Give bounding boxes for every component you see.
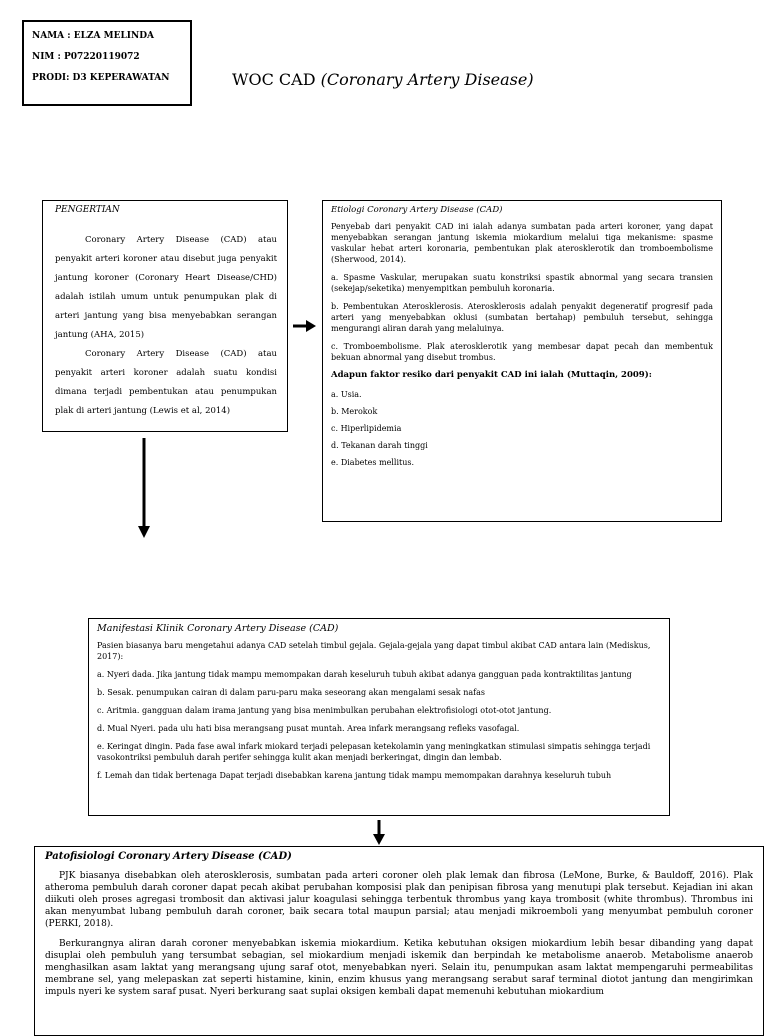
patofisiologi-box (34, 846, 764, 1036)
risk-item: e. Diabetes mellitus. (331, 458, 415, 467)
manifestasi-item: f. Lemah dan tidak bertenaga Dapat terjadi disebabkan karena jantung tidak mampu memompakan darahnya keseluruh tubuh (97, 771, 612, 780)
risk-item: a. Usia. (331, 390, 362, 399)
etiologi-paragraph: b. Pembentukan Aterosklerosis. Aterosklerosis adalah penyakit degeneratif progresif pada arteri yang menyebabkan oklusi (sumbatan bertahap) pembuluh tersebut, sehingga mengurangi aliran darah yang melaluinya. (331, 302, 713, 333)
pengertian-box (42, 200, 288, 432)
risk-item: d. Tekanan darah tinggi (331, 441, 428, 450)
manifestasi-heading: Manifestasi Klinik Coronary Artery Disease (CAD) (97, 623, 339, 634)
pengertian-paragraph: Coronary Artery Disease (CAD) atau penyakit arteri koroner atau disebut juga penyakit jantung koroner (Coronary Heart Disease/CHD) adalah istilah umum untuk penumpukan plak di arteri jantung yang bisa menyebabkan serangan jantung (AHA, 2015) (55, 235, 277, 340)
patofisiologi-paragraph: Berkurangnya aliran darah coroner menyebabkan iskemia miokardium. Ketika kebutuhan oksigen miokardium lebih besar dibanding yang dapat disuplai oleh pembuluh yang tersumbat sebagian, sel miokardium menjadi iskemik dan berpindah ke metabolisme anaerob. Metabolisme anaerob menghasilkan asam laktat yang merangsang ujung saraf otot, menyebabkan nyeri. Selain itu, penumpukan asam laktat mempengaruhi permeabilitas membrane sel, yang melepaskan zat seperti histamine, kinin, enzim khusus yang merangsang serabut saraf terminal diotot jantung dan mengirimkan impuls nyeri ke system saraf pusat. Nyeri berkurang saat suplai oksigen kembali dapat memenuhi kebutuhan miokardium (45, 939, 753, 997)
manifestasi-item: d. Mual Nyeri. pada ulu hati bisa merangsang pusat muntah. Area infark merangsang refleks vasofagal. (97, 724, 520, 733)
student-name: NAMA : ELZA MELINDA (32, 31, 154, 41)
patofisiologi-heading: Patofisiologi Coronary Artery Disease (CAD) (45, 851, 292, 862)
etiologi-paragraph: Penyebab dari penyakit CAD ini ialah adanya sumbatan pada arteri koroner, yang dapat menyebabkan serangan jantung iskemia miokardium melalui tiga mekanisme: spasme vaskular hebat arteri koronaria, pembentukan plak aterosklerotik dan tromboembolisme (Sherwood, 2014). (331, 222, 713, 264)
risk-heading: Adapun faktor resiko dari penyakit CAD ini ialah (Muttaqin, 2009): (331, 370, 652, 380)
risk-item: b. Merokok (331, 407, 378, 416)
manifestasi-item: a. Nyeri dada. Jika jantung tidak mampu memompakan darah keseluruh tubuh akibat adanya gangguan pada kontraktilitas jantung (97, 670, 632, 679)
arrow-down-icon (371, 820, 387, 846)
arrow-right-icon (292, 318, 318, 334)
pengertian-paragraph: Coronary Artery Disease (CAD) atau penyakit arteri koroner adalah suatu kondisi dimana terjadi pembentukan atau penumpukan plak di arteri jantung (Lewis et al, 2014) (55, 349, 277, 416)
etiologi-paragraph: c. Tromboembolisme. Plak aterosklerotik yang membesar dapat pecah dan membentuk bekuan abnormal yang disebut trombus. (331, 342, 713, 362)
arrow-down-icon (136, 438, 152, 540)
etiologi-paragraph: a. Spasme Vaskular, merupakan suatu konstriksi spastik abnormal yang secara transien (sekejap/seketika) menyempitkan pembuluh koronaria. (331, 273, 713, 293)
manifestasi-item: e. Keringat dingin. Pada fase awal infark miokard terjadi pelepasan ketekolamin yang meningkatkan stimulasi simpatis sehingga terjadi vasokontriksi pembuluh darah perifer sehingga kulit akan menjadi berkeringat, dingin dan lembab. (97, 742, 651, 762)
student-info-box (22, 20, 192, 106)
risk-item: c. Hiperlipidemia (331, 424, 402, 433)
manifestasi-item: b. Sesak. penumpukan cairan di dalam paru-paru maka seseorang akan mengalami sesak nafas (97, 688, 485, 697)
manifestasi-intro: Pasien biasanya baru mengetahui adanya CAD setelah timbul gejala. Gejala-gejala yang dapat timbul akibat CAD antara lain (Mediskus, 2017): (97, 641, 651, 661)
student-nim: NIM : P07220119072 (32, 52, 140, 62)
manifestasi-item: c. Aritmia. gangguan dalam irama jantung yang bisa menimbulkan perubahan elektrofisiologi otot-otot jantung. (97, 706, 552, 715)
manifestasi-box (88, 618, 670, 816)
etiologi-heading: Etiologi Coronary Artery Disease (CAD) (331, 205, 503, 215)
student-prodi: PRODI: D3 KEPERAWATAN (32, 73, 170, 83)
etiologi-box (322, 200, 722, 522)
patofisiologi-paragraph: PJK biasanya disebabkan oleh aterosklerosis, sumbatan pada arteri coroner oleh plak lemak dan fibrosa (LeMone, Burke, & Bauldoff, 2016). Plak atheroma pembuluh darah coroner dapat pecah akibat perubahan komposisi plak dan penipisan fibrosa yang menutupi plak tersebut. Kejadian ini akan diikuti oleh proses agregasi trombosit dan aktivasi jalur koagulasi sehingga terbentuk thrombus yang kaya trombosit (white thrombus). Thrombus ini akan menyumbat lubang pembuluh darah coroner, baik secara total maupun parsial; atau menjadi mikroemboli yang menyumbat pembuluh coroner (PERKI, 2018). (45, 871, 753, 929)
title-subtitle: (Coronary Artery Disease) (320, 70, 534, 89)
pengertian-heading: PENGERTIAN (55, 205, 120, 215)
title-main: WOC CAD (232, 70, 321, 89)
page-title (232, 70, 534, 89)
